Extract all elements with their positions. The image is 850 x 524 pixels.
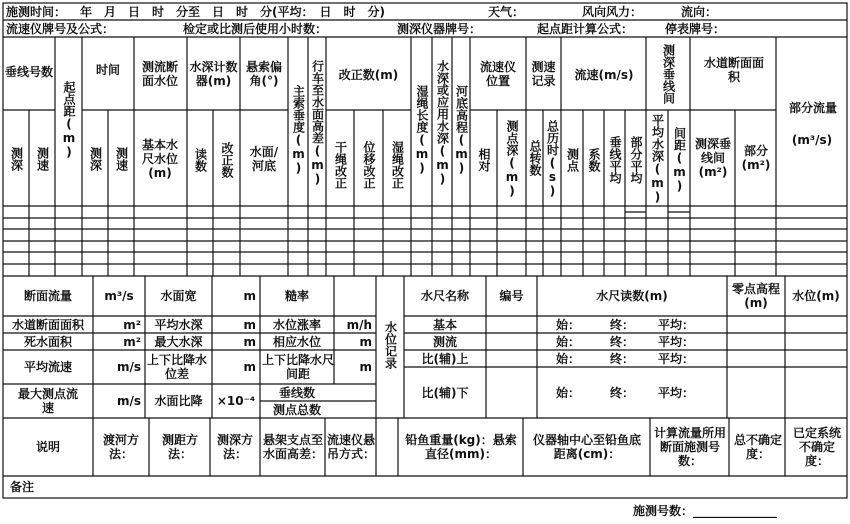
obs-time-range: 年 月 日 时 分至 日 时 分(平均： 日 时 分): [80, 4, 385, 19]
sounding-method-label: 测深方法：: [216, 433, 253, 461]
col-wet-correction: 湿绳改正: [390, 141, 405, 189]
col-base-gauge-stage: 基本水尺水位(m): [141, 138, 178, 180]
col-partial-flow: 部分流量: [788, 101, 837, 115]
verify-hours-label: 检定或比测后使用小时数：: [183, 21, 328, 36]
remarks-label: 说明: [35, 440, 60, 454]
gauge-reading-header: 水尺读数(m): [596, 289, 668, 303]
gauge-row-base: 基本: [432, 317, 457, 332]
calc-flow-label: 计算流量所用断面施测号数：: [654, 426, 727, 468]
surface-slope-label: 水面比降: [154, 394, 203, 408]
stage-rise-unit: m/h: [346, 317, 372, 332]
mean-depth-unit: m: [243, 317, 256, 332]
distance-method-label: 测距方法：: [161, 433, 198, 461]
reading-start-2: 始：: [556, 334, 581, 349]
up-down-diff-unit: m: [243, 360, 256, 374]
col-point: 测点: [565, 148, 580, 172]
col-time: 时间: [95, 63, 120, 77]
start-formula-label: 起点距计算公式：: [537, 21, 634, 36]
point-count-label: 测点总数: [272, 402, 321, 417]
col-wet-length: 湿绳长度(m): [415, 85, 429, 175]
weather-label: 天气：: [488, 4, 525, 19]
stopwatch-label: 停表牌号：: [665, 21, 726, 36]
dead-area-label: 死水面积: [23, 334, 72, 349]
col-angle-water-bed: 水面/河底: [249, 145, 279, 173]
reading-end-2: 终：: [610, 334, 635, 349]
col-mean-depth: 平均水深(m): [650, 114, 665, 204]
gauge-name-header: 水尺名称: [420, 289, 469, 303]
col-total-time: 总历时(s): [545, 120, 560, 198]
stage-record-title: 水位记录: [383, 321, 398, 369]
col-partial-area: 部分(m²): [741, 144, 771, 172]
reading-start-1: 始：: [556, 317, 581, 332]
gauge-row-flow: 测流: [432, 334, 457, 349]
col-velocity-ms: 流速(m/s): [574, 68, 634, 82]
dead-area-unit: m²: [123, 334, 141, 349]
vertical-count-label: 垂线数: [278, 385, 315, 400]
obs-time-label: 施测时间：: [6, 4, 67, 19]
meter-formula-label: 流速仪牌号及公式：: [6, 21, 115, 36]
zero-elevation-header: 零点高程(m): [731, 282, 780, 310]
reading-avg-4: 平均：: [658, 385, 695, 400]
reading-end-4: 终：: [610, 385, 635, 400]
col-position-correction: 位移改正: [362, 141, 376, 189]
max-depth-label: 最大水深: [154, 334, 203, 349]
col-spacing: 间距(m): [672, 127, 687, 193]
weight-diameter-label: 铅鱼重量(kg)：悬索直径(mm)：: [405, 433, 517, 461]
corresponding-stage-label: 相应水位: [272, 334, 321, 349]
col-depth-counter: 水深计数器(m): [189, 60, 238, 88]
axis-height-label: 仪器轴中心至铅鱼底距离(cm)：: [532, 433, 641, 461]
surface-slope-unit: ×10⁻⁴: [216, 394, 256, 408]
mean-velocity-label: 平均流速: [23, 360, 72, 374]
reading-start-3: 始：: [556, 351, 581, 366]
cable-support-label: 悬架支点至水面高差：: [262, 433, 323, 461]
up-down-distance-unit: m: [359, 360, 372, 374]
col-dry-correction: 干绳改正: [333, 141, 348, 189]
max-velocity-unit: m/s: [116, 394, 141, 408]
col-partial-flow-unit: (m³/s): [791, 133, 833, 147]
reading-avg-2: 平均：: [658, 334, 695, 349]
col-correction-m: 改正数(m): [338, 68, 399, 82]
water-width-unit: m: [243, 289, 256, 303]
sounder-number-label: 测深仪器牌号：: [397, 21, 482, 36]
reading-start-4: 始：: [556, 385, 581, 400]
col-between-sounding-area: 测深垂线间(m²): [694, 137, 731, 179]
systematic-uncertainty-label: 已定系统不确定度：: [792, 426, 841, 468]
col-vertical-no: 垂线号数: [5, 65, 54, 79]
meter-suspension-label: 流速仪悬吊方式：: [327, 433, 376, 461]
wind-label: 风向风力：: [582, 4, 643, 19]
col-correction: 改正数: [220, 142, 234, 178]
col-relative: 相对: [477, 148, 491, 172]
col-section-stage: 测流断面水位: [141, 60, 178, 88]
crossing-method-label: 渡河方法：: [102, 433, 139, 461]
col-total-revs: 总转数: [528, 139, 542, 176]
section-flow-unit: m³/s: [104, 289, 134, 303]
col-point-depth: 测点深(m): [505, 120, 519, 198]
col-start-distance: 起点距(m): [62, 81, 76, 159]
gauge-code-header: 编号: [499, 289, 524, 303]
flow-direction-label: 流向：: [681, 4, 718, 19]
channel-area-unit: m²: [123, 317, 141, 332]
col-bed-elevation: 河底高程(m): [454, 85, 469, 175]
col-time-velocity: 测速: [114, 147, 129, 171]
col-reading: 读数: [193, 148, 208, 172]
stage-rise-label: 水位涨率: [272, 317, 321, 332]
channel-area-label: 水道断面面积: [11, 317, 84, 332]
col-meter-position: 流速仪位置: [479, 60, 516, 88]
col-depth-applied: 水深或应用水深(m): [435, 59, 450, 186]
stage-header: 水位(m): [792, 289, 840, 303]
reading-end-1: 终：: [610, 317, 635, 332]
max-depth-unit: m: [243, 334, 256, 349]
max-velocity-label: 最大测点流速: [17, 387, 78, 415]
col-carriage-height: 行车至水面高差(m): [310, 59, 325, 186]
section-flow-label: 断面流量: [23, 289, 72, 303]
gauge-row-lower: 比(辅)下: [421, 385, 469, 400]
reading-end-3: 终：: [610, 351, 635, 366]
col-velocity: 测速: [35, 147, 50, 171]
col-sounding: 测深: [9, 147, 24, 171]
reading-avg-1: 平均：: [658, 317, 695, 332]
col-partial-average: 部分平均: [629, 136, 643, 184]
reading-avg-3: 平均：: [658, 351, 695, 366]
col-channel-area: 水道断面面积: [703, 56, 764, 84]
roughness-label: 糙率: [284, 289, 309, 303]
corresponding-stage-unit: m: [359, 334, 372, 349]
col-between-verticals: 测深垂线间: [661, 44, 676, 104]
memo-label: 备注: [10, 480, 35, 494]
up-down-distance-label: 上下比降水尺间距: [262, 353, 335, 381]
col-velocity-record: 测速记录: [531, 60, 556, 88]
water-width-label: 水面宽: [160, 289, 197, 303]
uncertainty-label: 总不确定度：: [733, 433, 782, 461]
col-cable-angle: 悬索偏角(°): [245, 60, 282, 88]
gauge-row-upper: 比(辅)上: [421, 351, 469, 366]
mean-depth-label: 平均水深: [154, 317, 203, 332]
col-cable-sag: 主索垂度(m): [291, 85, 306, 175]
mean-velocity-unit: m/s: [116, 360, 141, 374]
col-time-sounding: 测深: [88, 147, 103, 171]
up-down-diff-label: 上下比降水位差: [147, 353, 208, 381]
col-vertical-average: 垂线平均: [608, 136, 622, 184]
obs-number-label: 施测号数：______________: [633, 504, 778, 518]
col-coefficient: 系数: [587, 148, 601, 172]
